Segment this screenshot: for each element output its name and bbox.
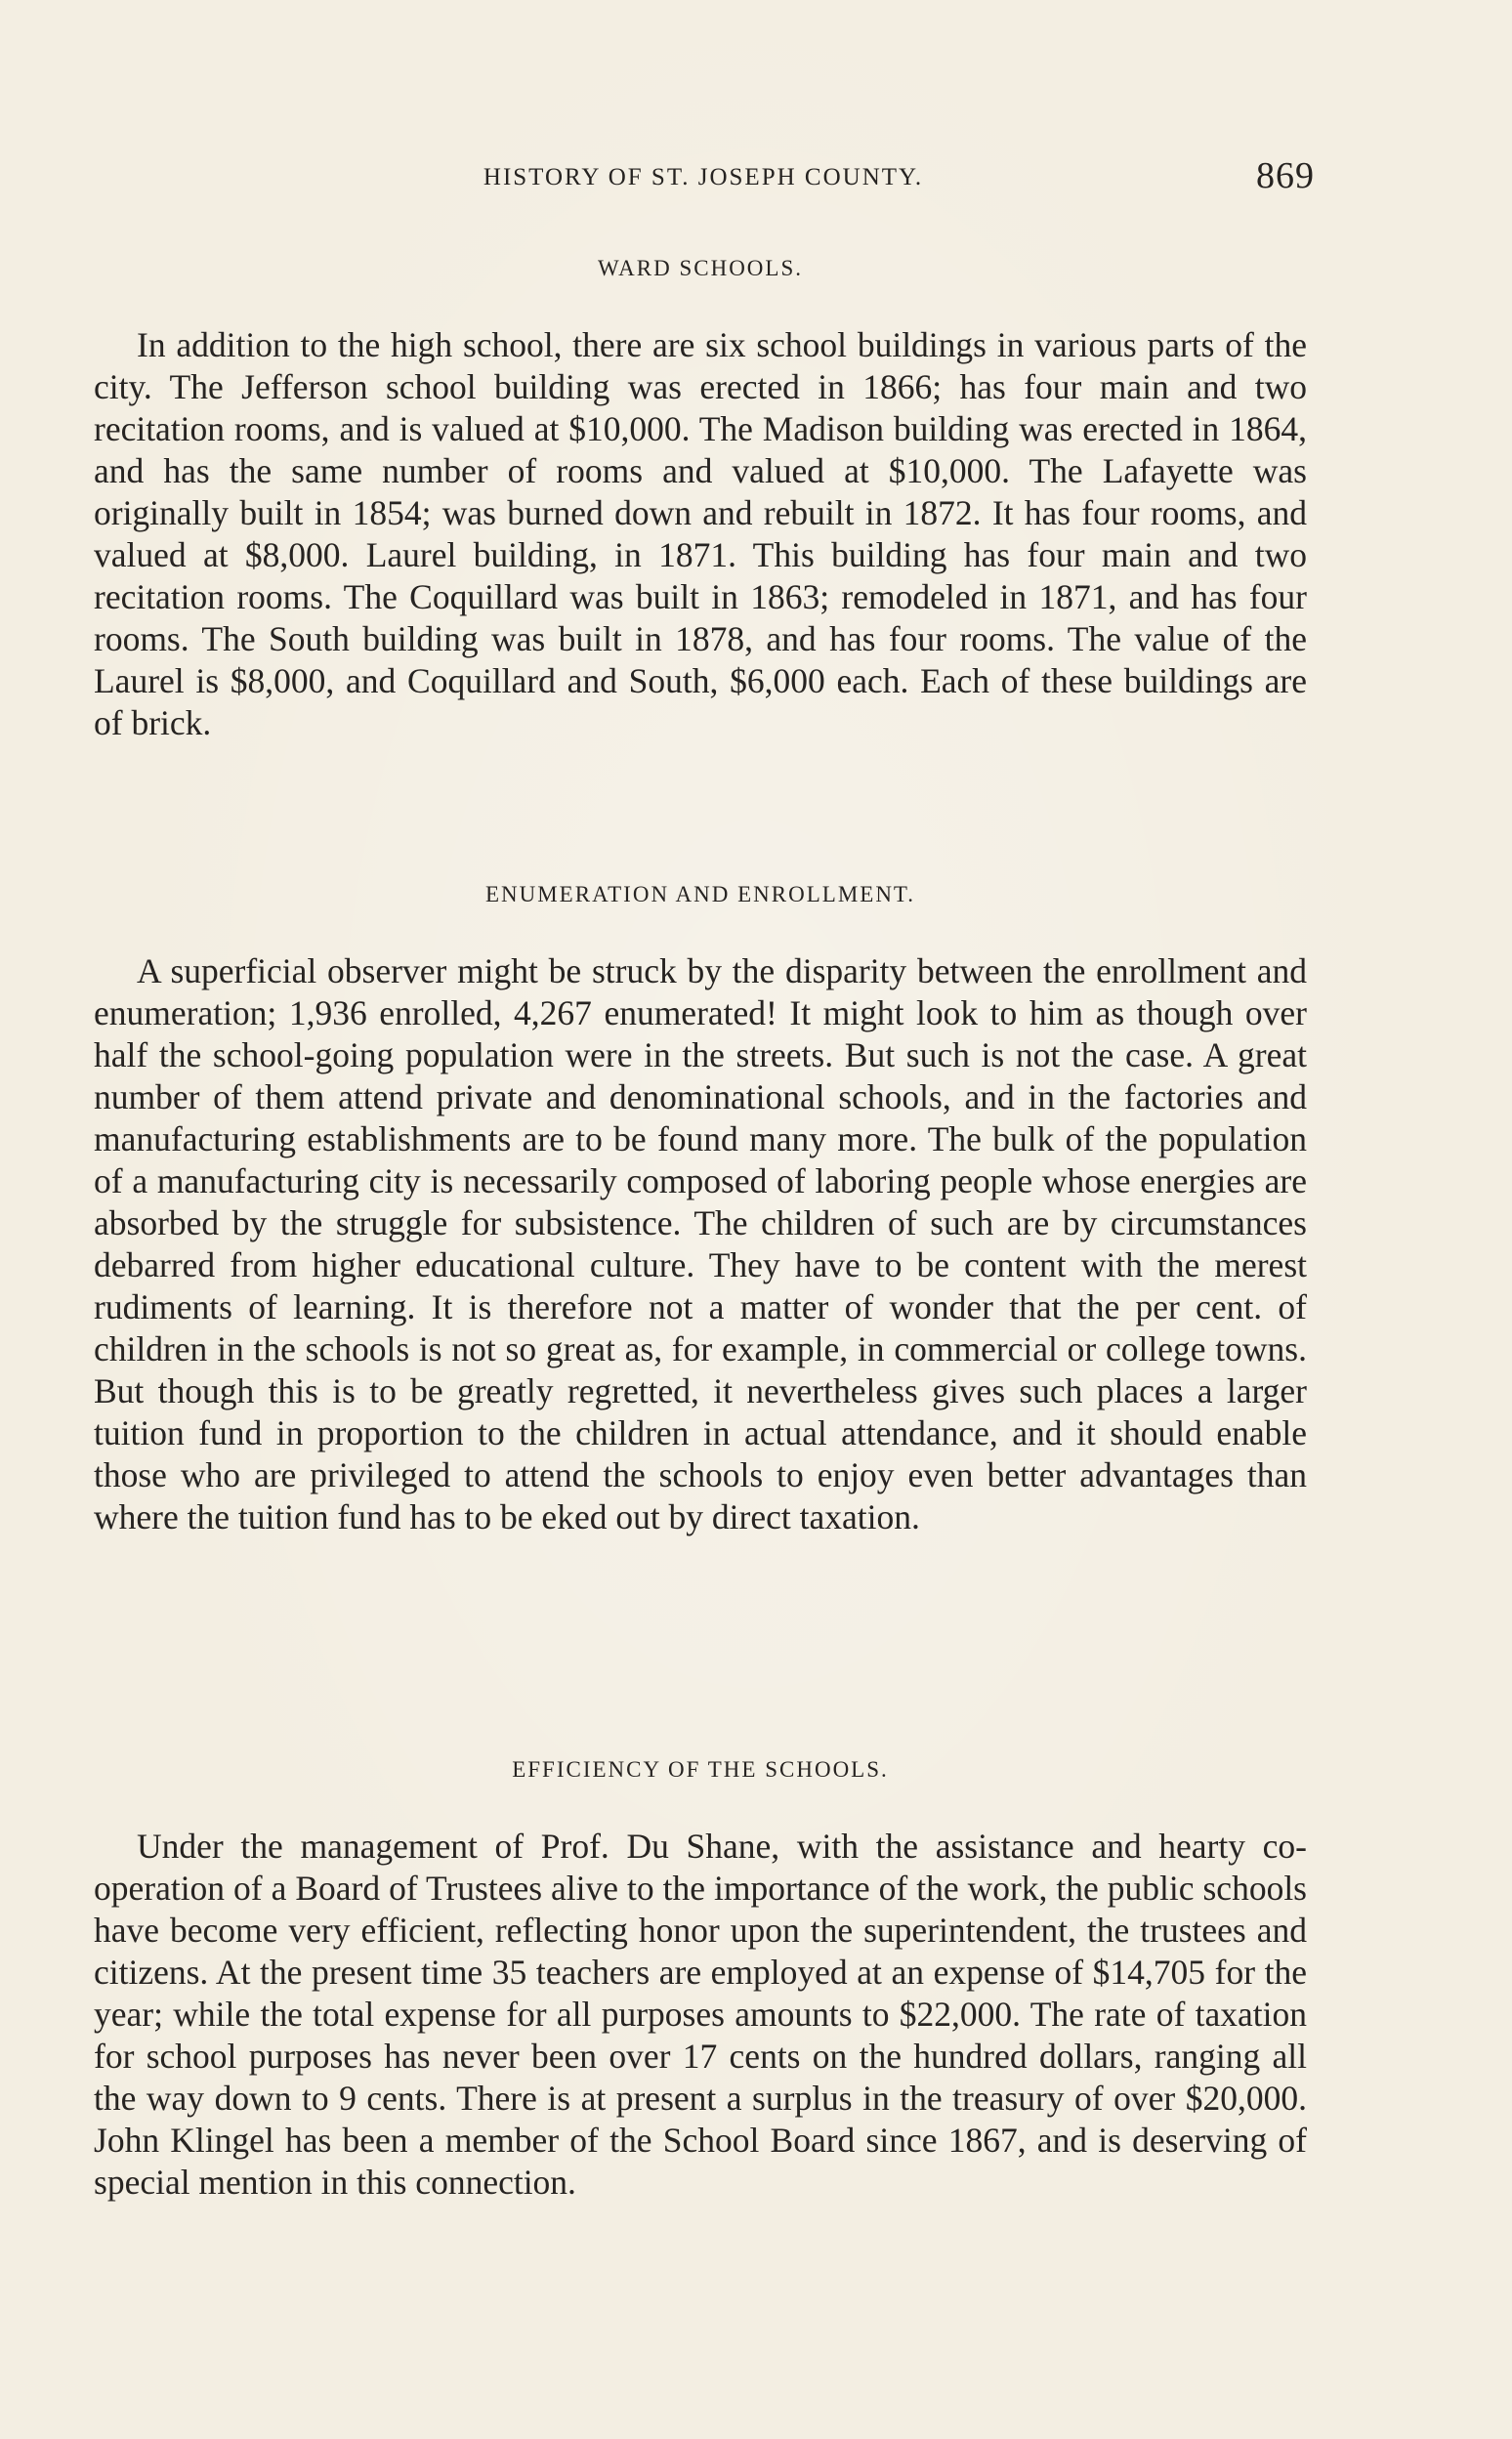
running-head-title: HISTORY OF ST. JOSEPH COUNTY. bbox=[483, 164, 924, 190]
paragraph-efficiency-of-the-schools: Under the management of Prof. Du Shane, with the assistance and hearty co-operation of a Board of Trustees alive to the importance of the work, the public schools have become very efficient, reflecting honor upon the superintendent, the trustees and citizens. At the present time 35 teachers are employed at an expense of $14,705 for the year; while the total expense for all purposes amounts to $22,000. The rate of taxation for school purposes has never been over 17 cents on the hundred dollars, ranging all the way down to 9 cents. There is at present a surplus in the treasury of over $20,000. John Klingel has been a member of the School Board since 1867, and is deserving of special mention in this connection. bbox=[94, 1827, 1307, 2202]
page-number: 869 bbox=[1256, 155, 1315, 196]
section-heading-ward-schools: WARD SCHOOLS. bbox=[597, 256, 804, 280]
paragraph-enumeration-and-enrollment: A superficial observer might be struck by the disparity between the enrollment and enumeration; 1,936 enrolled, 4,267 enumerated! It might look to him as though over half the school-going population were in the streets. But such is not the case. A great number of them attend private and denominational schools, and in the factories and manufacturing establishments are to be found many more. The bulk of the population of a manufacturing city is necessarily composed of laboring people whose energies are absorbed by the struggle for subsistence. The children of such are by circumstances debarred from higher educational culture. They have to be content with the merest rudiments of learning. It is therefore not a matter of wonder that the per cent. of children in the schools is not so great as, for example, in commercial or college towns. But though this is to be greatly regretted, it nevertheless gives such places a larger tuition fund in proportion to the children in actual attendance, and it should enable those who are privileged to attend the schools to enjoy even better advantages than where the tuition fund has to be eked out by direct taxation. bbox=[94, 951, 1307, 1536]
section-heading-enumeration-and-enrollment: ENUMERATION AND ENROLLMENT. bbox=[484, 882, 916, 906]
section-heading-efficiency-of-the-schools: EFFICIENCY OF THE SCHOOLS. bbox=[512, 1757, 889, 1782]
paragraph-ward-schools: In addition to the high school, there are six school buildings in various parts of the city. The Jefferson school building was erected in 1866; has four main and two recitation rooms, and is valued at $10,000. The Madison building was erected in 1864, and has the same number of rooms and valued at $10,000. The Lafayette was originally built in 1854; was burned down and rebuilt in 1872. It has four rooms, and valued at $8,000. Laurel building, in 1871. This building has four main and two recitation rooms. The Coquillard was built in 1863; remodeled in 1871, and has four rooms. The South building was built in 1878, and has four rooms. The value of the Laurel is $8,000, and Coquillard and South, $6,000 each. Each of these buildings are of brick. bbox=[94, 325, 1307, 742]
